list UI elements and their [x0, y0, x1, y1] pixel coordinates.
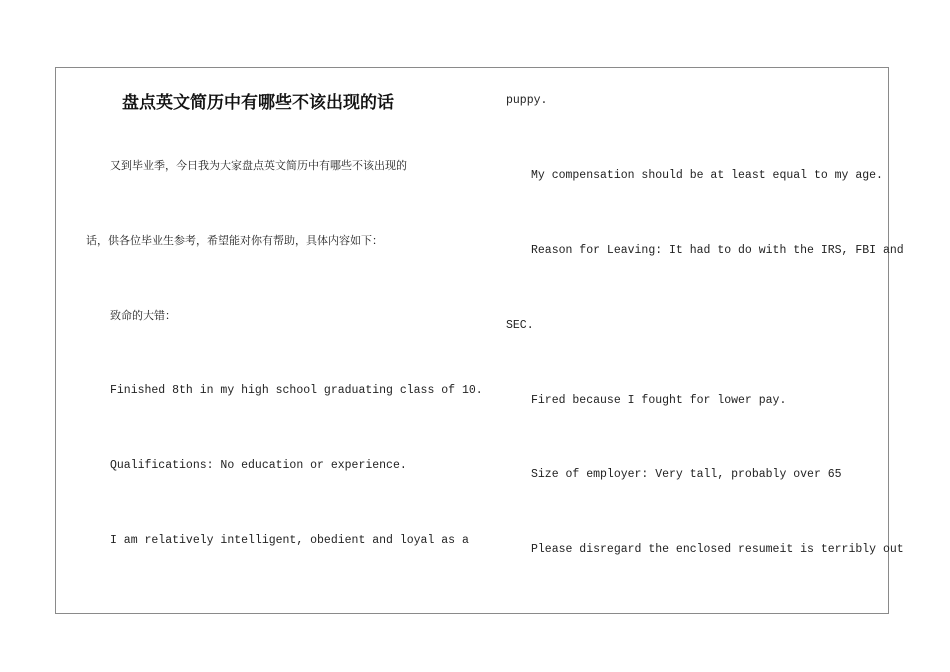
left-line-1: 又到毕业季，今日我为大家盘点英文简历中有哪些不该出现的 — [110, 159, 407, 172]
left-line-5: Qualifications: No education or experience. — [110, 459, 407, 472]
right-line-2: My compensation should be at least equal to my age. — [531, 169, 883, 182]
document-title: 盘点英文简历中有哪些不该出现的话 — [122, 93, 394, 113]
right-line-6: Size of employer: Very tall, probably over 65 — [531, 468, 842, 481]
left-line-4: Finished 8th in my high school graduating class of 10. — [110, 384, 483, 397]
right-line-5: Fired because I fought for lower pay. — [531, 394, 787, 407]
left-line-6: I am relatively intelligent, obedient and loyal as a — [110, 534, 469, 547]
right-line-1: puppy. — [506, 94, 548, 107]
right-line-3: Reason for Leaving: It had to do with the IRS, FBI and — [531, 244, 904, 257]
right-line-7: Please disregard the enclosed resumeit is terribly out — [531, 543, 904, 556]
page-frame — [55, 67, 889, 614]
left-line-2: 话，供各位毕业生参考，希望能对你有帮助，具体内容如下： — [86, 234, 383, 247]
left-line-3: 致命的大错： — [110, 309, 176, 322]
right-line-4: SEC. — [506, 319, 534, 332]
